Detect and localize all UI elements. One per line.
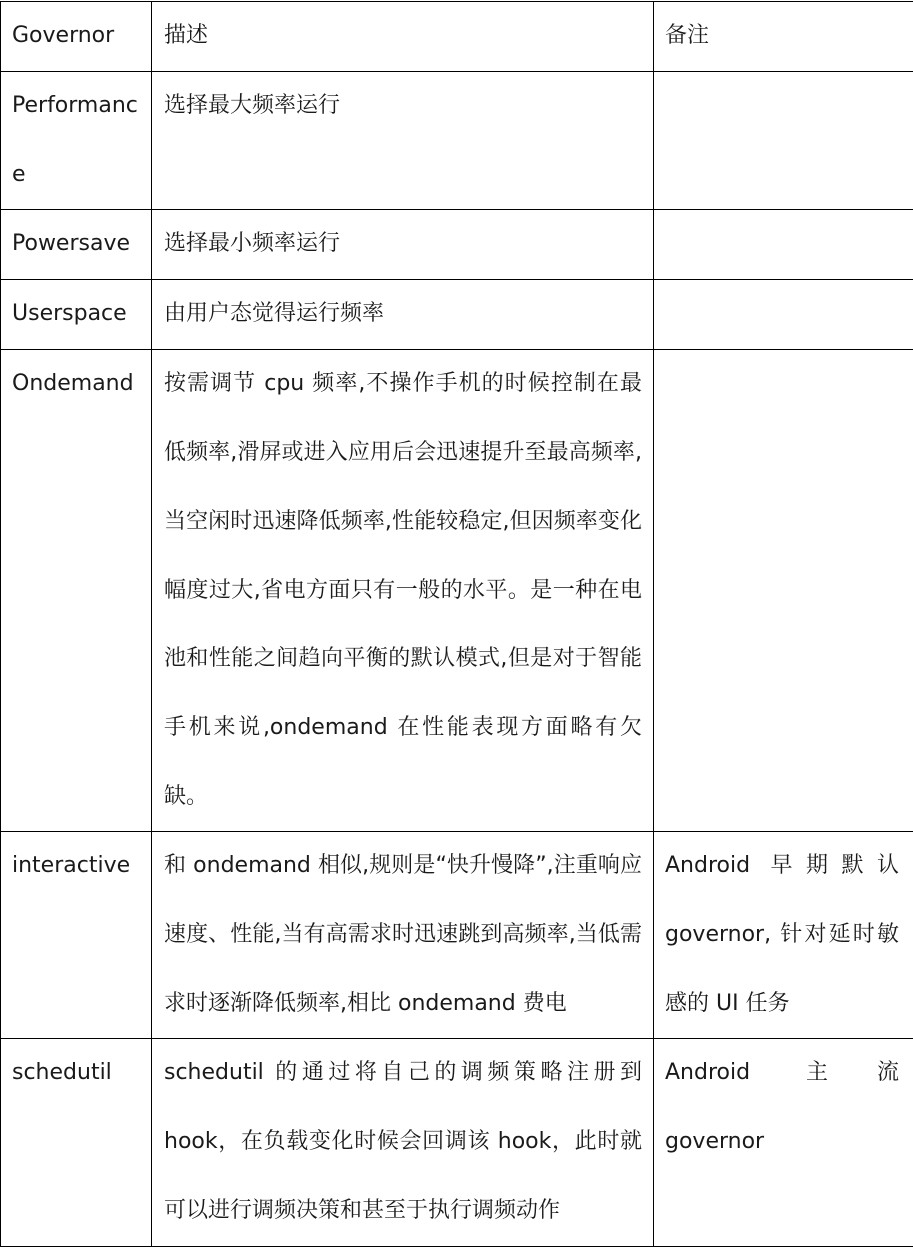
note-cell [654,350,913,832]
governor-cell: Performance [1,72,152,210]
governor-table [0,1,913,1247]
table-row [1,1039,913,1246]
table-row [1,72,913,210]
header-governor: Governor [1,2,152,72]
note-cell [654,280,913,350]
governor-cell: interactive [1,832,152,1039]
description-cell: 选择最小频率运行 [152,210,654,280]
note-cell [654,210,913,280]
description-cell: schedutil 的通过将自己的调频策略注册到 hook，在负载变化时候会回调该 hook，此时就可以进行调频决策和甚至于执行调频动作 [152,1039,654,1246]
governor-cell: Userspace [1,280,152,350]
description-cell: 选择最大频率运行 [152,72,654,210]
governor-cell: Ondemand [1,350,152,832]
description-cell: 由用户态觉得运行频率 [152,280,654,350]
note-cell [654,72,913,210]
description-cell: 按需调节 cpu 频率,不操作手机的时候控制在最低频率,滑屏或进入应用后会迅速提升至最高频率,当空闲时迅速降低频率,性能较稳定,但因频率变化幅度过大,省电方面只有一般的水平。是一种在电池和性能之间趋向平衡的默认模式,但是对于智能手机来说,ondemand 在性能表现方面略有欠缺。 [152,350,654,832]
table-header-row [1,2,913,72]
governor-cell: schedutil [1,1039,152,1246]
table-row [1,832,913,1039]
note-cell: Android 主流 governor [654,1039,913,1246]
table-row [1,350,913,832]
header-description: 描述 [152,2,654,72]
table-row [1,280,913,350]
header-note: 备注 [654,2,913,72]
table-row [1,210,913,280]
note-cell: Android 早期默认 governor, 针对延时敏感的 UI 任务 [654,832,913,1039]
governor-cell: Powersave [1,210,152,280]
description-cell: 和 ondemand 相似,规则是“快升慢降”,注重响应速度、性能,当有高需求时迅速跳到高频率,当低需求时逐渐降低频率,相比 ondemand 费电 [152,832,654,1039]
